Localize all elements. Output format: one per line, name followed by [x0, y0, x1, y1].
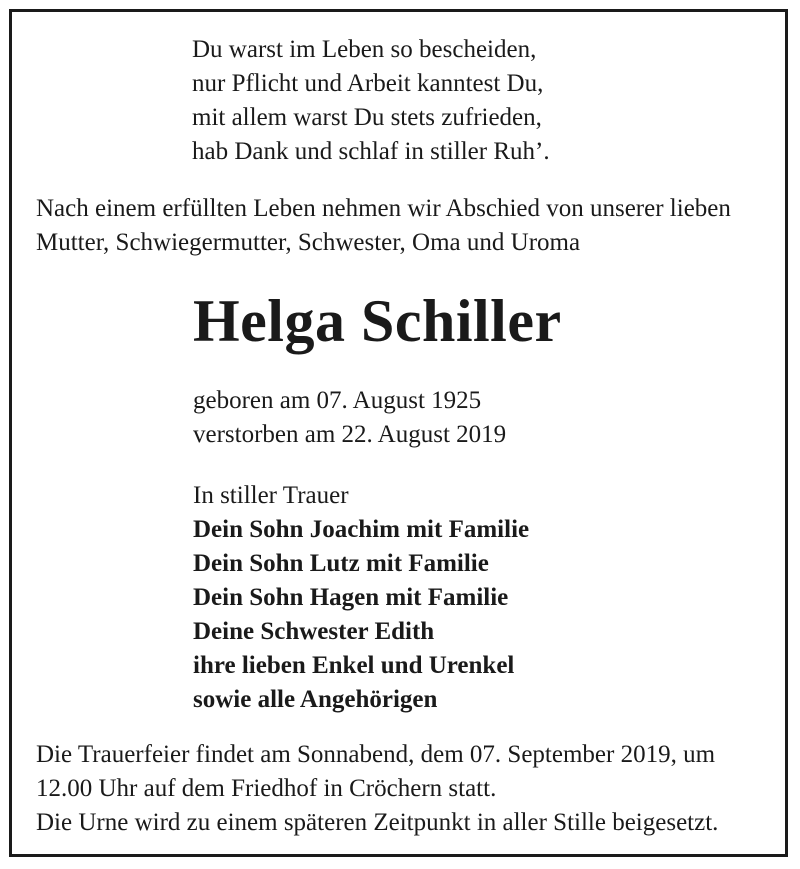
deceased-name: Helga Schiller [193, 288, 562, 354]
funeral-line: Die Trauerfeier findet am Sonnabend, dem 07. September 2019, um [36, 741, 716, 768]
funeral-line: Die Urne wird zu einem späteren Zeitpunkt in aller Stille beigesetzt. [36, 809, 719, 836]
poem-line: mit allem warst Du stets zufrieden, [192, 104, 542, 131]
mourners-list [193, 479, 529, 717]
mourner-entry: ihre lieben Enkel und Urenkel [193, 652, 515, 679]
memorial-poem [192, 33, 550, 169]
poem-line: nur Pflicht und Arbeit kanntest Du, [192, 70, 544, 97]
mourner-entry: Deine Schwester Edith [193, 618, 435, 645]
death-date: verstorben am 22. August 2019 [193, 421, 507, 448]
funeral-details [36, 738, 718, 840]
mourner-entry: sowie alle Angehörigen [193, 686, 438, 713]
funeral-line: 12.00 Uhr auf dem Friedhof in Cröchern statt. [36, 775, 497, 802]
birth-date: geboren am 07. August 1925 [193, 387, 482, 414]
mourner-entry: Dein Sohn Joachim mit Familie [193, 516, 530, 543]
intro-line: Mutter, Schwiegermutter, Schwester, Oma und Uroma [36, 229, 581, 256]
poem-line: hab Dank und schlaf in stiller Ruh’. [192, 138, 550, 165]
life-dates [193, 384, 506, 452]
obituary-notice [9, 9, 788, 857]
intro-line: Nach einem erfüllten Leben nehmen wir Abschied von unserer lieben [36, 195, 731, 222]
farewell-intro [36, 192, 731, 260]
mourner-entry: Dein Sohn Hagen mit Familie [193, 584, 509, 611]
mourning-heading: In stiller Trauer [193, 482, 349, 509]
poem-line: Du warst im Leben so bescheiden, [192, 36, 537, 63]
mourner-entry: Dein Sohn Lutz mit Familie [193, 550, 489, 577]
